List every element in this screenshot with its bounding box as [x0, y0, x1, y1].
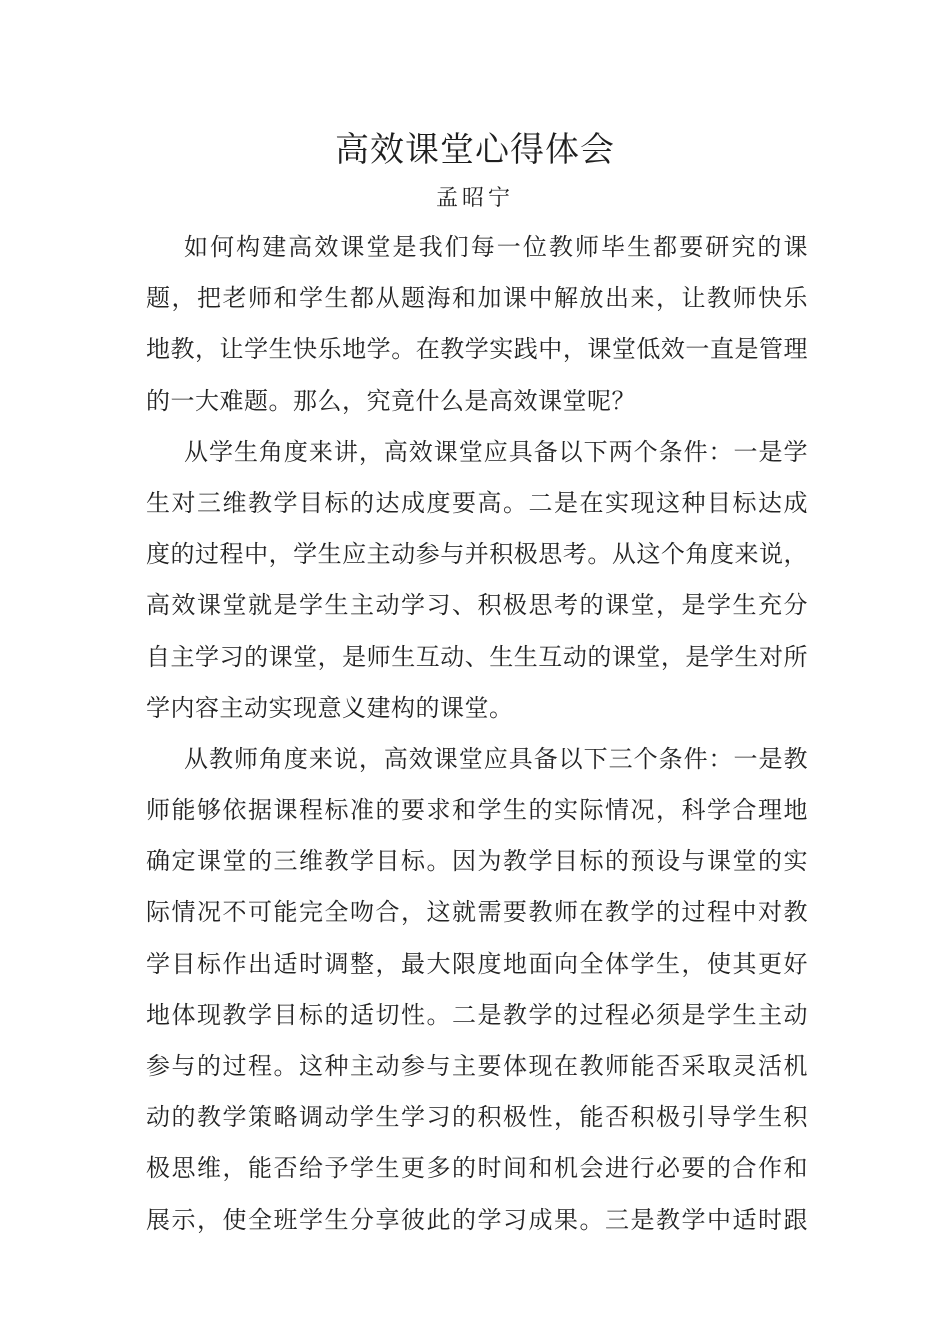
text-line: 学内容主动实现意义建构的课堂。	[146, 693, 514, 722]
text-line: 度的过程中，学生应主动参与并积极思考。从这个角度来说，	[146, 540, 808, 569]
text-line: 学目标作出适时调整，最大限度地面向全体学生，使其更好	[146, 949, 808, 978]
text-line: 的一大难题。那么，究竟什么是高效课堂呢？	[146, 386, 636, 415]
text-line: 从学生角度来讲，高效课堂应具备以下两个条件：一是学	[184, 437, 808, 466]
text-line: 确定课堂的三维教学目标。因为教学目标的预设与课堂的实	[146, 847, 808, 876]
text-line: 自主学习的课堂，是师生互动、生生互动的课堂，是学生对所	[146, 642, 808, 671]
author-name: 孟昭宁	[435, 186, 514, 211]
text-line: 极思维，能否给予学生更多的时间和机会进行必要的合作和	[146, 1154, 808, 1183]
text-line: 如何构建高效课堂是我们每一位教师毕生都要研究的课	[184, 233, 808, 261]
text-line: 参与的过程。这种主动参与主要体现在教师能否采取灵活机	[146, 1052, 808, 1080]
text-line: 题，把老师和学生都从题海和加课中解放出来，让教师快乐	[146, 284, 808, 313]
text-line: 高效课堂就是学生主动学习、积极思考的课堂，是学生充分	[146, 591, 808, 620]
text-line: 动的教学策略调动学生学习的积极性，能否积极引导学生积	[146, 1103, 808, 1132]
text-line: 展示，使全班学生分享彼此的学习成果。三是教学中适时跟	[146, 1205, 808, 1234]
text-line: 地教，让学生快乐地学。在教学实践中，课堂低效一直是管理	[146, 335, 808, 364]
text-line: 地体现教学目标的适切性。二是教学的过程必须是学生主动	[146, 1000, 808, 1029]
text-line: 际情况不可能完全吻合，这就需要教师在教学的过程中对教	[146, 898, 808, 927]
text-line: 从教师角度来说，高效课堂应具备以下三个条件：一是教	[184, 744, 808, 773]
document-title: 高效课堂心得体会	[335, 130, 615, 170]
text-line: 师能够依据课程标准的要求和学生的实际情况，科学合理地	[146, 796, 808, 825]
text-line: 生对三维教学目标的达成度要高。二是在实现这种目标达成	[146, 488, 808, 517]
document-body	[146, 222, 808, 1246]
